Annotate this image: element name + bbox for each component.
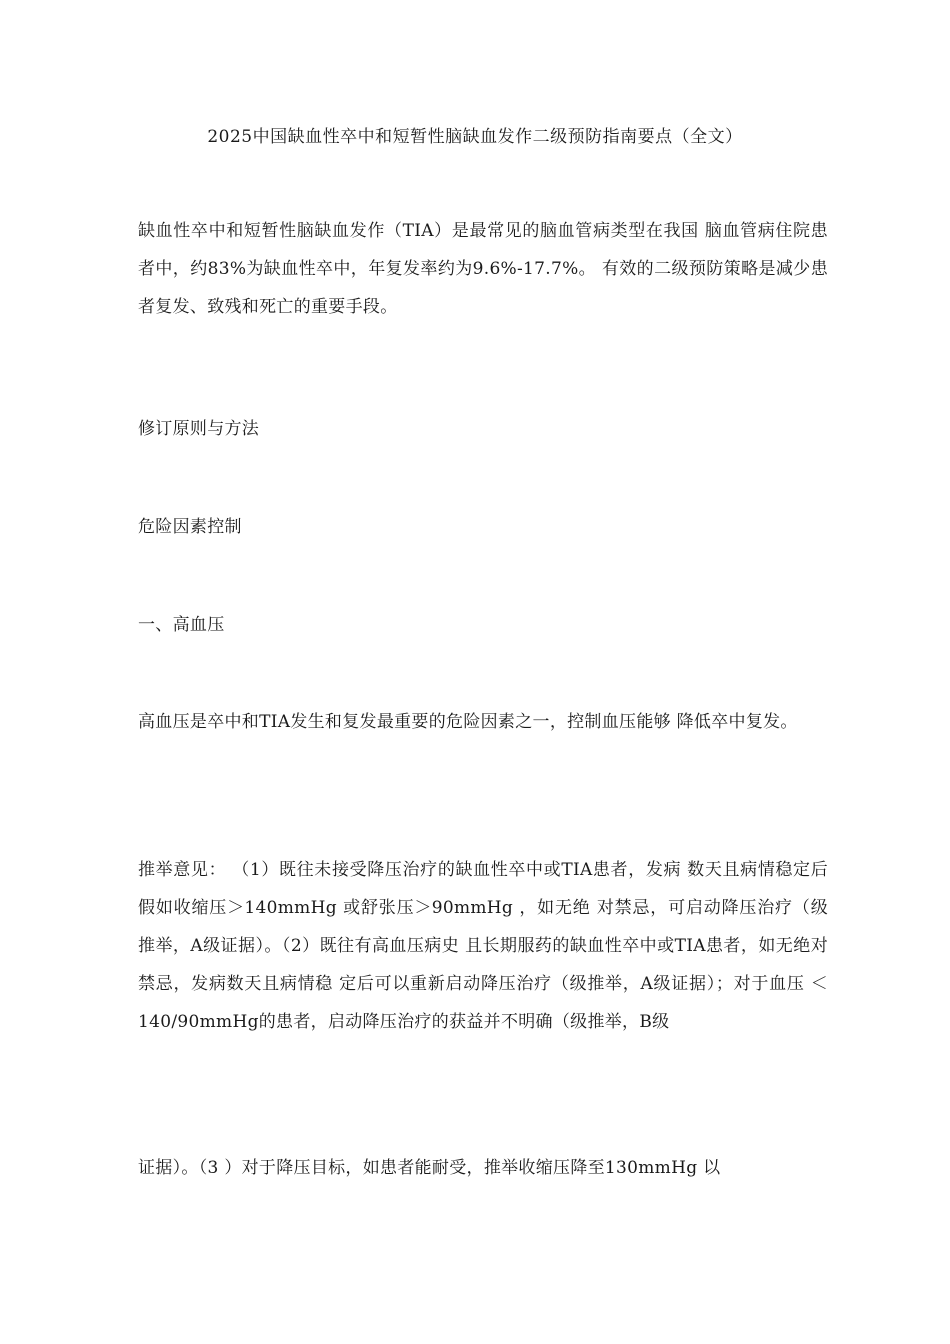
- recommendation-paragraph: 推举意见： （1）既往未接受降压治疗的缺血性卒中或TIA患者，发病 数天且病情稳定后假如收缩压＞140mmHg 或舒张压＞90mmHg ，如无绝 对禁忌，可启动降压治疗（级推举，A级证据）。（2）既往有高血压病史 且长期服药的缺血性卒中或TIA患者，如无绝对禁忌，发病数天且病情稳 定后可以重新启动降压治疗（级推举，A级证据）；对于血压 ＜140/90mmHg的患者，启动降压治疗的获益并不明确（级推举，B级: [138, 860, 828, 1032]
- subsection-heading-hypertension: 一、高血压: [138, 615, 225, 635]
- section-heading-revision: 修订原则与方法: [138, 419, 260, 439]
- section-heading-risk-factors: 危险因素控制: [138, 517, 242, 537]
- intro-paragraph: 缺血性卒中和短暂性脑缺血发作（TIA）是最常见的脑血管病类型在我国 脑血管病住院患者中，约83%为缺血性卒中，年复发率约为9.6%-17.7%。 有效的二级预防策略是减少患者复发、致残和死亡的重要手段。: [138, 221, 828, 317]
- hypertension-paragraph: 高血压是卒中和TIA发生和复发最重要的危险因素之一，控制血压能够 降低卒中复发。: [138, 712, 798, 732]
- recommendation-continued: 证据）。（3 ）对于降压目标，如患者能耐受，推举收缩压降至130mmHg 以: [138, 1158, 721, 1178]
- document-title: 2025中国缺血性卒中和短暂性脑缺血发作二级预防指南要点（全文）: [207, 127, 743, 147]
